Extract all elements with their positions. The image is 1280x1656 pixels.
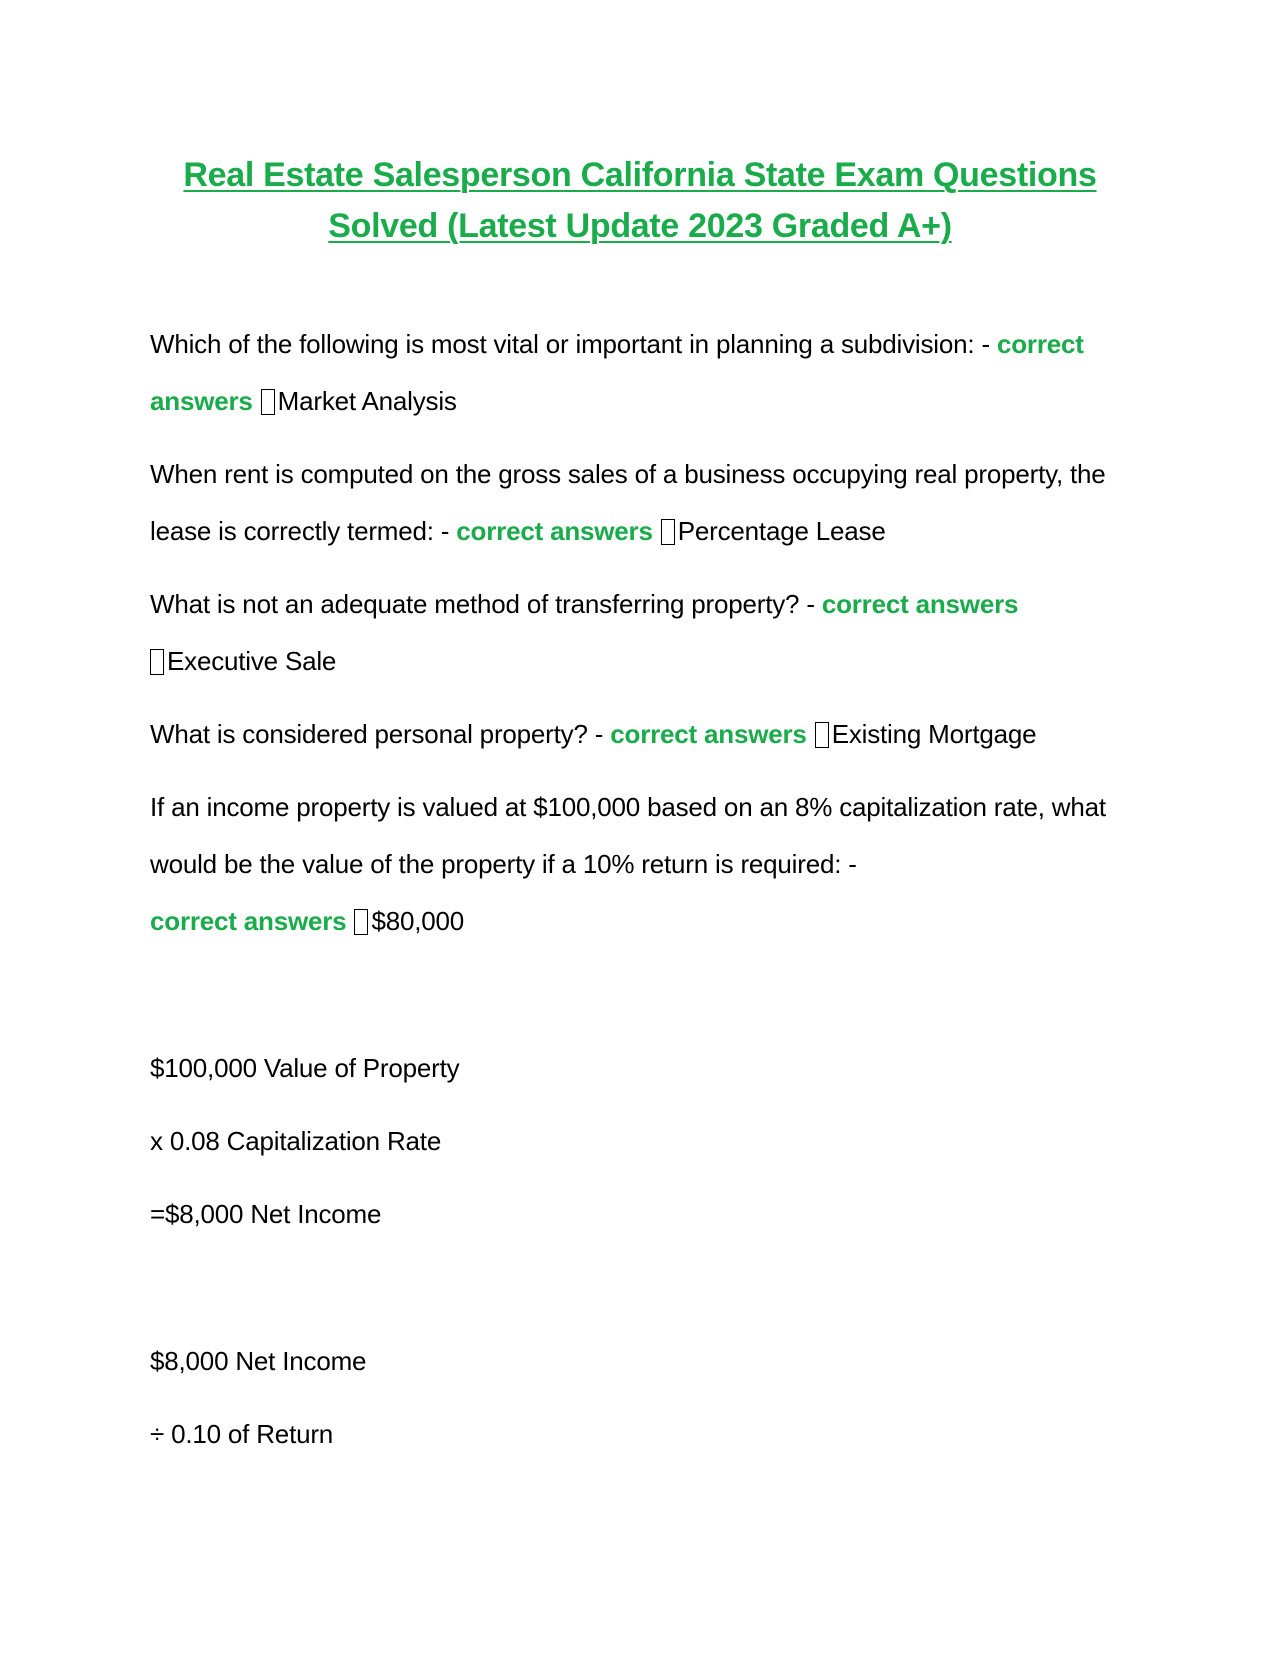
qa-item	[150, 446, 1130, 560]
question-text: If an income property is valued at $100,000 based on an 8% capitalization rate, what would be the value of the property if a 10% return is required: -	[150, 792, 1106, 879]
question-text: What is considered personal property? -	[150, 719, 604, 749]
question-text: What is not an adequate method of transferring property? -	[150, 589, 815, 619]
answer-text: Executive Sale	[167, 646, 337, 676]
checkbox-glyph-icon	[354, 909, 368, 935]
correct-answers-label: correct answers	[456, 516, 653, 546]
calculation-line: ÷ 0.10 of Return	[150, 1419, 334, 1449]
qa-item	[150, 576, 1130, 690]
answer-text: Existing Mortgage	[831, 719, 1037, 749]
checkbox-glyph-icon	[261, 389, 275, 415]
qa-item	[150, 706, 1130, 763]
correct-answers-label: correct answers	[821, 589, 1019, 619]
document-title: Real Estate Salesperson California State Exam Questions Solved (Latest Update 2023 Graded A+)	[183, 156, 1097, 245]
calculation-line: $8,000 Net Income	[150, 1346, 367, 1376]
calculation-line: x 0.08 Capitalization Rate	[150, 1126, 442, 1156]
answer-text: Percentage Lease	[677, 516, 886, 546]
blank-line	[150, 966, 1130, 1040]
document-content	[150, 316, 1130, 1479]
blank-line	[150, 1259, 1130, 1333]
checkbox-glyph-icon	[661, 519, 675, 545]
calculation-line: =$8,000 Net Income	[150, 1199, 382, 1229]
question-text: When rent is computed on the gross sales of a business occupying real property, the lease is correctly termed: -	[150, 459, 1106, 546]
question-text: Which of the following is most vital or important in planning a subdivision: -	[150, 329, 990, 359]
answer-text: Market Analysis	[277, 386, 457, 416]
correct-answers-label: correct answers	[150, 906, 347, 936]
correct-answers-label: correct answers	[610, 719, 807, 749]
checkbox-glyph-icon	[150, 649, 164, 675]
calculation-line: $100,000 Value of Property	[150, 1053, 460, 1083]
answer-text: $80,000	[371, 906, 465, 936]
qa-item	[150, 779, 1130, 950]
correct-answers-label: correct answers	[150, 329, 1084, 416]
qa-item	[150, 316, 1130, 430]
checkbox-glyph-icon	[815, 722, 829, 748]
